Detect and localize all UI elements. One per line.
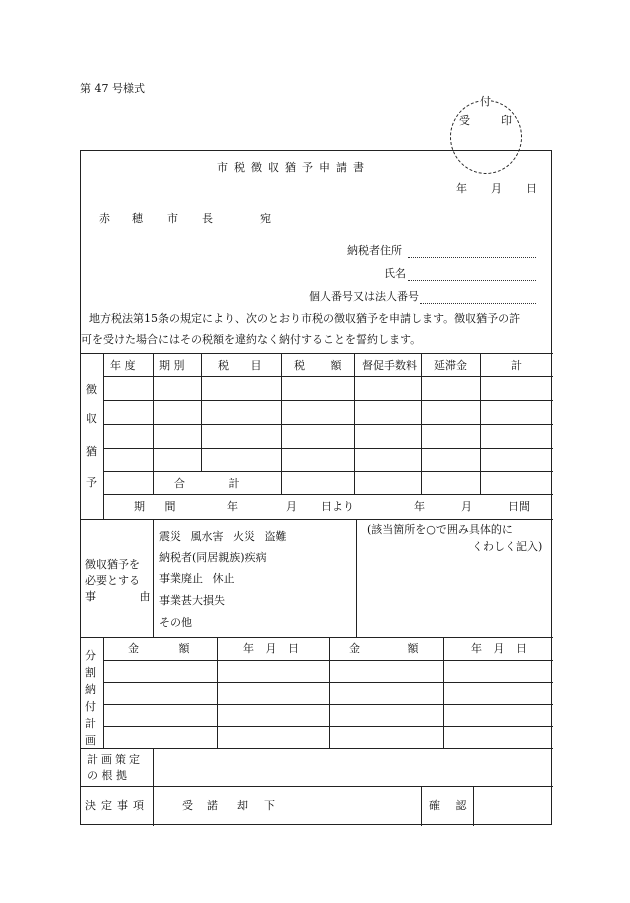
decision-label-divider <box>153 786 154 826</box>
reason-note-line-2: くわしく記入) <box>472 540 543 553</box>
period-label: 期 間 <box>134 500 176 513</box>
id-number-label: 個人番号又は法人番号 <box>309 290 419 303</box>
addressee-char-3: 市 <box>167 212 178 225</box>
id-number-field[interactable] <box>420 303 536 304</box>
installment-side-char-6: 画 <box>85 734 96 747</box>
rule-decision-top <box>81 786 553 787</box>
reason-option-illness[interactable]: 納税者(同居親族)疾病 <box>159 551 267 564</box>
reason-option-business-closure[interactable]: 事業廃止 休止 <box>159 572 235 585</box>
plan-basis-label-line-1: 計画策定 <box>87 753 143 766</box>
side-char-2: 収 <box>86 412 97 425</box>
period-to-year: 年 <box>414 500 425 513</box>
period-to-day: 日間 <box>508 500 530 513</box>
form-title: 市税徴収猶予申請書 <box>217 161 370 174</box>
installment-side-char-1: 分 <box>85 649 96 662</box>
installment-row-line-4 <box>103 726 553 727</box>
decision-option-char-4: 下 <box>264 799 275 812</box>
form-number: 第 47 号様式 <box>80 82 145 95</box>
addressee-char-2: 穂 <box>132 212 143 225</box>
tax-row-line-1 <box>103 376 553 377</box>
decision-option-char-3: 却 <box>237 799 248 812</box>
date-day-label: 日 <box>526 182 537 195</box>
tax-row-line-3 <box>103 424 553 425</box>
period-from-day: 日より <box>321 500 354 513</box>
period-from-month: 月 <box>286 500 297 513</box>
installment-side-char-2: 割 <box>85 666 96 679</box>
installment-header-date-2: 年 月 日 <box>471 642 527 655</box>
reason-option-business-loss[interactable]: 事業甚大損失 <box>159 594 225 607</box>
confirm-stamp-field[interactable] <box>477 790 549 822</box>
rule-installment-top <box>81 637 553 638</box>
statement-line-1: 地方税法第15条の規定により、次のとおり市税の徴収猶予を申請します。徴収猶予の許 <box>89 312 521 325</box>
reason-option-other[interactable]: その他 <box>159 616 192 629</box>
installment-col-divider-1 <box>217 637 218 748</box>
address-label: 納税者住所 <box>347 244 402 257</box>
decision-label: 決定事項 <box>85 799 149 812</box>
side-char-3: 猶 <box>86 445 97 458</box>
reason-option-disaster[interactable]: 震災 風水害 火災 盗難 <box>159 530 287 543</box>
addressee-honorific: 宛 <box>260 212 271 225</box>
reason-note-line-1: (該当箇所を○で囲み具体的に <box>367 523 513 536</box>
reason-label-divider <box>153 519 154 637</box>
installment-side-char-3: 納 <box>85 683 96 696</box>
header-total: 計 <box>511 359 522 372</box>
address-field[interactable] <box>408 257 536 258</box>
header-late-fee: 延滞金 <box>434 359 467 372</box>
tax-row-line-2 <box>103 400 553 401</box>
period-to-month: 月 <box>461 500 472 513</box>
plan-basis-divider <box>153 748 154 786</box>
installment-side-char-5: 計 <box>85 717 96 730</box>
name-label: 氏名 <box>384 267 406 280</box>
installment-col-divider-3 <box>443 637 444 748</box>
installment-header-date-1: 年 月 日 <box>243 642 299 655</box>
decision-option-char-2: 諾 <box>207 799 218 812</box>
header-period: 期 別 <box>159 359 185 372</box>
addressee-char-1: 赤 <box>99 212 110 225</box>
header-tax-amount: 税 額 <box>294 359 342 372</box>
plan-basis-field[interactable] <box>157 752 549 782</box>
rule-plan-basis-top <box>81 748 553 749</box>
decision-confirm-value-divider <box>473 786 474 826</box>
total-row-label: 合 計 <box>174 477 240 490</box>
reason-label-line-1: 徴収猶予を <box>85 558 140 571</box>
header-demand-fee: 督促手数料 <box>362 359 417 372</box>
decision-option-char-1: 受 <box>182 799 193 812</box>
name-field[interactable] <box>408 280 536 281</box>
installment-row-line-2 <box>103 682 553 683</box>
installment-row-line-1 <box>103 660 553 661</box>
installment-header-amount-1: 金 額 <box>128 642 190 655</box>
tax-row-line-6 <box>103 494 553 495</box>
installment-side-char-4: 付 <box>85 700 96 713</box>
header-fiscal-year: 年 度 <box>110 359 136 372</box>
stamp-text-right: 印 <box>501 114 512 127</box>
tax-col-divider-2 <box>201 353 202 471</box>
installment-side-divider <box>103 637 104 748</box>
installment-col-divider-2 <box>329 637 330 748</box>
installment-row-line-3 <box>103 704 553 705</box>
stamp-text-top: 付 <box>480 95 491 108</box>
rule-reason-top <box>81 519 553 520</box>
reason-note-divider <box>356 519 357 637</box>
installment-header-amount-2: 金 額 <box>349 642 419 655</box>
side-char-1: 徴 <box>86 383 97 396</box>
tax-row-line-5 <box>103 471 553 472</box>
period-from-year: 年 <box>227 500 238 513</box>
confirm-label: 確 認 <box>429 799 467 812</box>
rule-tax-table-top <box>81 353 553 354</box>
tax-row-line-4 <box>103 448 553 449</box>
reason-label-line-3: 事 由 <box>85 590 151 603</box>
application-form <box>80 150 552 825</box>
header-tax-item: 税 目 <box>218 359 262 372</box>
statement-line-2: 可を受けた場合にはその税額を違約なく納付することを誓約します。 <box>81 333 422 346</box>
stamp-text-left: 受 <box>459 114 470 127</box>
addressee-char-4: 長 <box>202 212 213 225</box>
decision-confirm-divider <box>421 786 422 826</box>
date-month-label: 月 <box>491 182 502 195</box>
reason-label-line-2: 必要とする <box>85 574 140 587</box>
plan-basis-label-line-2: の 根 拠 <box>87 769 127 782</box>
date-year-label: 年 <box>456 182 467 195</box>
side-char-4: 予 <box>86 476 97 489</box>
